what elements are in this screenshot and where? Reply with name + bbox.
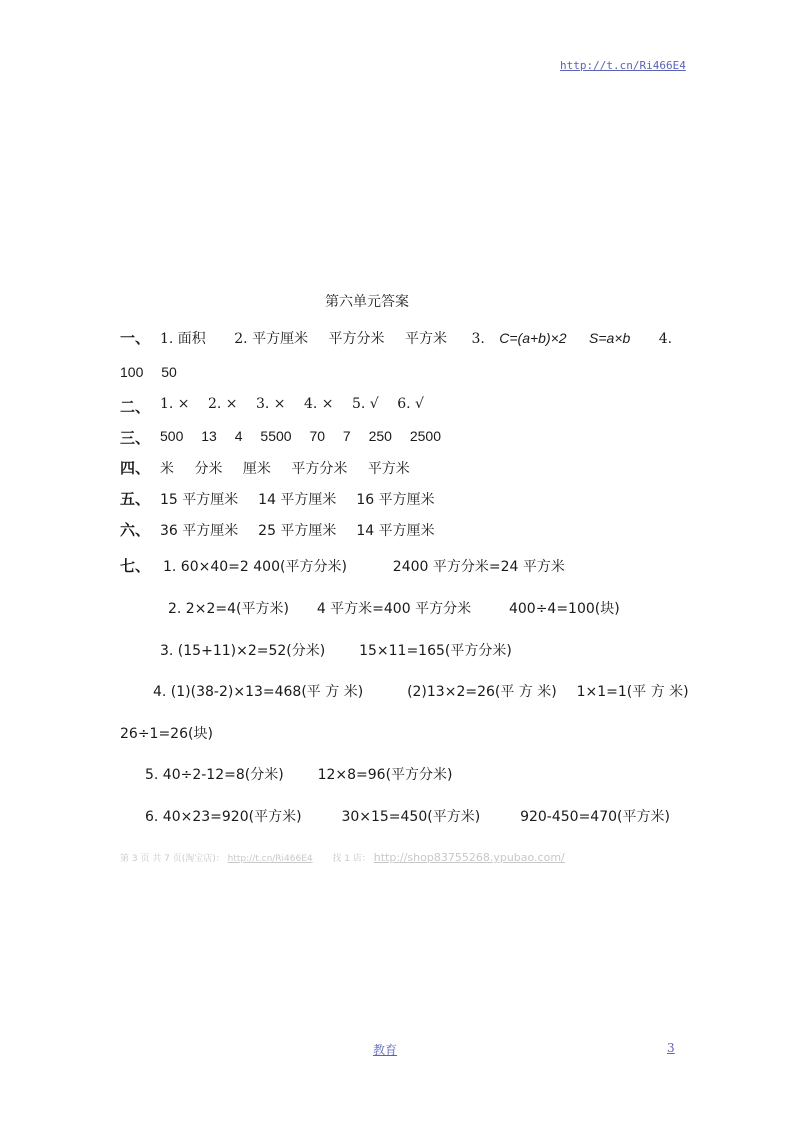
answer-item: 4. × bbox=[304, 396, 334, 412]
answer-item: 4 bbox=[234, 428, 243, 444]
answer-item: 920-450=470(平方米) bbox=[520, 809, 670, 825]
footer-shop-link[interactable]: http://shop83755268.ypubao.com/ bbox=[373, 851, 565, 864]
page-number: 3 bbox=[667, 1041, 675, 1055]
answer-item: 12×8=96(平方分米) bbox=[317, 767, 453, 783]
section-label-7: 七、 bbox=[120, 557, 151, 575]
section-1-line-1 bbox=[160, 328, 672, 348]
header-link[interactable]: http://t.cn/Ri466E4 bbox=[560, 59, 686, 72]
answer-item: 分米 bbox=[194, 461, 223, 477]
answer-item: 14 平方厘米 bbox=[258, 492, 337, 508]
section-1-line-2 bbox=[120, 364, 177, 380]
section-label-6: 六、 bbox=[120, 521, 151, 539]
answer-item: 2500 bbox=[409, 428, 442, 444]
answer-item: 米 bbox=[160, 461, 174, 477]
answer-item: 16 平方厘米 bbox=[356, 492, 435, 508]
answer-item: 3. × bbox=[256, 396, 286, 412]
footer-text: 找 1 店： bbox=[332, 854, 371, 864]
section-7-problem-1 bbox=[163, 556, 565, 576]
section-7-problem-5 bbox=[145, 764, 453, 784]
section-6-line bbox=[160, 520, 435, 540]
answer-item: 50 bbox=[161, 364, 177, 380]
answer-item: 4. bbox=[658, 331, 673, 347]
section-7-problem-4-cont bbox=[120, 723, 213, 743]
answer-item: 1. 60×40=2 400(平方分米) bbox=[163, 559, 347, 575]
answer-item: 250 bbox=[368, 428, 392, 444]
perimeter-formula: C=(a+b)×2 bbox=[499, 330, 567, 346]
answer-item: 2. 平方厘米 bbox=[234, 331, 309, 347]
section-label-2: 二、 bbox=[120, 398, 151, 416]
answer-item: 400÷4=100(块) bbox=[508, 601, 620, 617]
answer-item: 平方分米 bbox=[291, 461, 348, 477]
answer-item: 2. 2×2=4(平方米) bbox=[168, 601, 289, 617]
answer-item: 1. × bbox=[160, 396, 190, 412]
answer-item: 1×1=1(平 方 米) bbox=[576, 684, 689, 700]
bottom-link[interactable]: 教育 bbox=[373, 1043, 398, 1057]
section-label-3: 三、 bbox=[120, 429, 151, 447]
answer-item: (2)13×2=26(平 方 米) bbox=[407, 684, 557, 700]
answer-item: 5. 40÷2-12=8(分米) bbox=[145, 767, 284, 783]
answer-item: 25 平方厘米 bbox=[258, 523, 337, 539]
answer-item: 26÷1=26(块) bbox=[120, 726, 213, 742]
answer-item: 70 bbox=[309, 428, 326, 444]
answer-item: 36 平方厘米 bbox=[160, 523, 239, 539]
section-7-problem-2 bbox=[168, 598, 620, 618]
answer-item: 500 bbox=[160, 428, 184, 444]
answer-item: 平方分米 bbox=[328, 331, 385, 347]
footer-link[interactable]: http://t.cn/Ri466E4 bbox=[227, 854, 313, 864]
answer-item: 2400 平方分米=24 平方米 bbox=[392, 559, 565, 575]
answer-item: 3. (15+11)×2=52(分米) bbox=[160, 643, 326, 659]
answer-item: 13 bbox=[201, 428, 217, 444]
answer-item: 30×15=450(平方米) bbox=[341, 809, 481, 825]
answer-item: 15 平方厘米 bbox=[160, 492, 239, 508]
section-4-line bbox=[160, 458, 410, 478]
answer-item: 7 bbox=[342, 428, 351, 444]
answer-item: 3. bbox=[471, 331, 485, 347]
answer-item: 平方米 bbox=[367, 461, 410, 477]
answer-item: 1. 面积 bbox=[160, 331, 206, 347]
answer-item: 厘米 bbox=[242, 461, 271, 477]
answer-item: 平方米 bbox=[404, 331, 447, 347]
answer-item: 4 平方米=400 平方分米 bbox=[316, 601, 472, 617]
answer-item: 6. 40×23=920(平方米) bbox=[145, 809, 302, 825]
area-formula: S=a×b bbox=[589, 330, 631, 346]
answer-item: 100 bbox=[120, 364, 144, 380]
section-2-line bbox=[160, 396, 424, 412]
section-7-problem-4 bbox=[153, 681, 689, 701]
answer-item: 15×11=165(平方分米) bbox=[359, 643, 512, 659]
answer-item: 14 平方厘米 bbox=[356, 523, 435, 539]
section-3-line bbox=[160, 428, 441, 444]
answer-item: 5. √ bbox=[352, 396, 379, 412]
section-7-problem-3 bbox=[160, 640, 512, 660]
page-title: 第六单元答案 bbox=[325, 294, 409, 310]
section-7-problem-6 bbox=[145, 806, 670, 826]
section-label-1: 一、 bbox=[120, 329, 151, 347]
section-5-line bbox=[160, 489, 435, 509]
section-label-5: 五、 bbox=[120, 490, 151, 508]
footer-watermark bbox=[120, 851, 565, 864]
section-label-4: 四、 bbox=[120, 459, 151, 477]
answer-item: 2. × bbox=[208, 396, 238, 412]
answer-item: 5500 bbox=[260, 428, 292, 444]
answer-item: 6. √ bbox=[397, 396, 424, 412]
answer-item: 4. (1)(38-2)×13=468(平 方 米) bbox=[153, 684, 364, 700]
footer-text: 第 3 页 共 7 页(淘宝店)： bbox=[120, 854, 225, 864]
